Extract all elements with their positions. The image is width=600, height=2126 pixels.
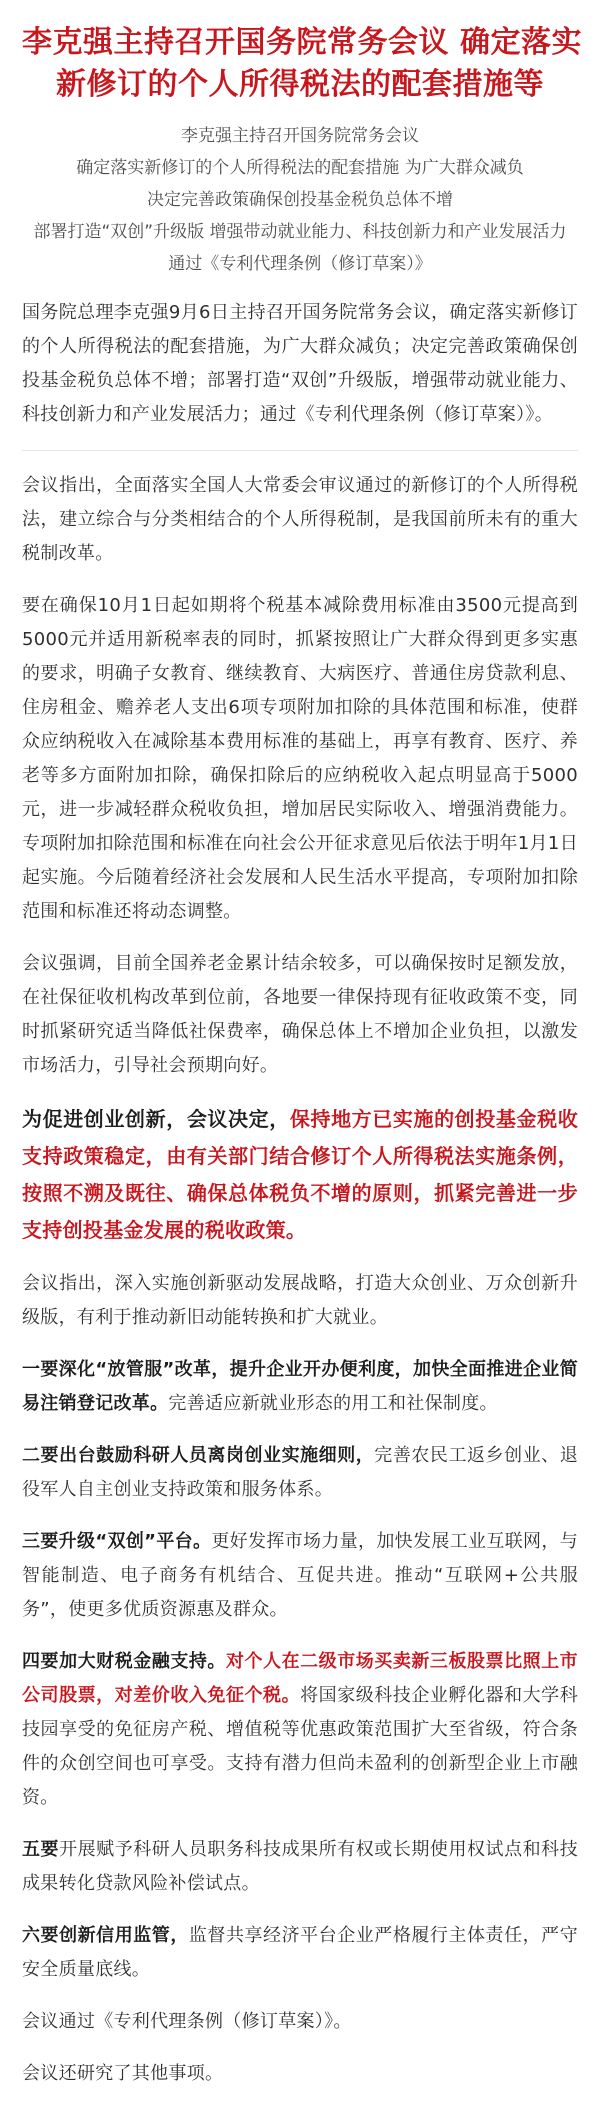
venture-fund-lead: 为促进创业创新，会议决定， [22,1107,290,1131]
subtitle-line: 确定落实新修订的个人所得税法的配套措施 为广大群众减负 [76,158,524,178]
paragraph-innovation: 会议指出，深入实施创新驱动发展战略，打造大众创业、万众创新升级版，有利于推动新旧动能转换和扩大就业。 [22,1273,578,1328]
paragraph-intro: 国务院总理李克强9月6日主持召开国务院常务会议，确定落实新修订的个人所得税法的配套措施，为广大群众减负；决定完善政策确保创投基金税负总体不增；部署打造“双创”升级版，增强带动就业能力、科技创新力和产业发展活力；通过《专利代理条例（修订草案）》。 [22,302,578,425]
divider [22,450,578,451]
point-four-lead: 四要加大财税金融支持。 [22,1651,226,1672]
subtitle-line: 部署打造“双创”升级版 增强带动就业能力、科技创新力和产业发展活力 [33,222,567,242]
point-four-highlight: 对个人在二级市场买卖新三板股票比照上市公司股票，对差价收入免征个税。 [22,1651,578,1706]
point-two-lead: 二要出台鼓励科研人员离岗创业实施细则， [22,1445,375,1466]
title-line: 李克强主持召开国务院常务会议 确定落实 [22,25,582,60]
point-six-lead: 六要创新信用监管， [22,1925,189,1946]
paragraph-venture-fund [22,1101,578,1249]
point-six-text: 监督共享经济平台企业严格履行主体责任，严守安全质量底线。 [22,1925,578,1980]
paragraph-tax-reform: 会议指出，全面落实全国人大常委会审议通过的新修订的个人所得税法，建立综合与分类相结合的个人所得税制，是我国前所未有的重大税制改革。 [22,475,578,564]
subtitle-block [22,120,578,280]
point-four [22,1645,578,1815]
venture-fund-policy: 保持地方已实施的创投基金税收支持政策稳定，由有关部门结合修订个人所得税法实施条例，按照不溯及既往、确保总体税负不增的原则，抓紧完善进一步支持创投基金发展的税收政策。 [22,1107,579,1242]
point-two-text: 完善农民工返乡创业、退役军人自主创业支持政策和服务体系。 [22,1445,578,1500]
article-title [22,22,582,106]
point-three [22,1525,578,1627]
point-two [22,1439,578,1507]
subtitle-line: 通过《专利代理条例（修订草案）》 [168,254,432,274]
point-six [22,1919,578,1987]
point-three-lead: 三要升级“双创”平台。 [22,1531,212,1552]
point-five-lead: 五要 [22,1839,60,1860]
title-line: 新修订的个人所得税法的配套措施等 [56,67,544,102]
subtitle-line: 决定完善政策确保创投基金税负总体不增 [147,190,453,210]
paragraph-pension: 会议强调，目前全国养老金累计结余较多，可以确保按时足额发放，在社保征收机构改革到位前，各地要一律保持现有征收政策不变，同时抓紧研究适当降低社保费率，确保总体上不增加企业负担，以激发市场活力，引导社会预期向好。 [22,953,578,1076]
paragraph-closing: 会议还研究了其他事项。 [22,2063,224,2084]
point-four-text: 将国家级科技企业孵化器和大学科技园享受的免征房产税、增值税等优惠政策范围扩大至省级，符合条件的众创空间也可享受。支持有潜力但尚未盈利的创新型企业上市融资。 [22,1685,579,1808]
point-five [22,1833,578,1901]
point-one [22,1353,578,1421]
paragraph-deductions: 要在确保10月1日起如期将个税基本减除费用标准由3500元提高到5000元并适用新税率表的同时，抓紧按照让广大群众得到更多实惠的要求，明确子女教育、继续教育、大病医疗、普通住房贷款利息、住房租金、赡养老人支出6项专项附加扣除的具体范围和标准，使群众应纳税收入在减除基本费用标准的基础上，再享有教育、医疗、养老等多方面附加扣除，确保扣除后的应纳税收入起点明显高于5000元，进一步减轻群众税收负担，增加居民实际收入、增强消费能力。专项附加扣除范围和标准在向社会公开征求意见后依法于明年1月1日起实施。今后随着经济社会发展和人民生活水平提高，专项附加扣除范围和标准还将动态调整。 [22,595,578,922]
point-three-text: 更好发挥市场力量，加快发展工业互联网，与智能制造、电子商务有机结合、互促共进。推动“互联网+公共服务”，使更多优质资源惠及群众。 [22,1531,578,1620]
point-one-text: 完善适应新就业形态的用工和社保制度。 [168,1393,498,1414]
point-one-lead: 一要深化“放管服”改革，提升企业开办便利度，加快全面推进企业简易注销登记改革。 [22,1359,578,1414]
paragraph-patent: 会议通过《专利代理条例（修订草案）》。 [22,2011,352,2032]
subtitle-line: 李克强主持召开国务院常务会议 [181,126,419,146]
point-five-text: 开展赋予科研人员职务科技成果所有权或长期使用权试点和科技成果转化贷款风险补偿试点。 [22,1839,578,1894]
